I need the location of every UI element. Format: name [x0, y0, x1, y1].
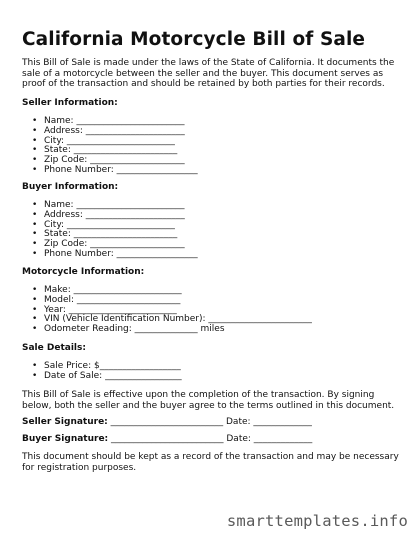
list-item: • City: ________________________ — [22, 137, 198, 147]
list-item: • Odometer Reading: ______________ miles — [22, 325, 312, 335]
list-item: • Zip Code: _____________________ — [22, 240, 198, 250]
seller-list — [22, 117, 198, 176]
list-item: • Phone Number: __________________ — [22, 250, 198, 260]
motorcycle-heading: Motorcycle Information: — [22, 267, 145, 277]
motorcycle-list — [22, 286, 312, 335]
list-item: • Name: ________________________ — [22, 117, 198, 127]
sale-list — [22, 362, 182, 382]
list-item: • State: _______________________ — [22, 146, 198, 156]
list-item: • Model: _______________________ — [22, 296, 312, 306]
sale-heading: Sale Details: — [22, 343, 86, 353]
list-item: • Make: ________________________ — [22, 286, 312, 296]
list-item: • Address: ______________________ — [22, 211, 198, 221]
buyer-signature-blank: _________________________ Date: _____________ — [108, 434, 313, 444]
effective-paragraph: This Bill of Sale is effective upon the completion of the transaction. By signing below, both the seller and the buyer agree to the terms outlined in this document. — [22, 390, 395, 411]
list-item: • City: ________________________ — [22, 221, 198, 231]
list-item: • Sale Price: $__________________ — [22, 362, 182, 372]
watermark-footer: smarttemplates.info — [226, 512, 408, 530]
seller-signature-line — [22, 417, 312, 427]
document-title: California Motorcycle Bill of Sale — [22, 29, 366, 50]
list-item: • State: _______________________ — [22, 230, 198, 240]
list-item: • Phone Number: __________________ — [22, 166, 198, 176]
buyer-signature-line — [22, 434, 312, 444]
list-item: • Name: ________________________ — [22, 201, 198, 211]
seller-signature-blank: _________________________ Date: _____________ — [107, 417, 312, 427]
list-item: • VIN (Vehicle Identification Number): _______________________ — [22, 315, 312, 325]
list-item: • Zip Code: _____________________ — [22, 156, 198, 166]
list-item: • Year: ________________________ — [22, 306, 312, 316]
closing-paragraph: This document should be kept as a record of the transaction and may be necessary for registration purposes. — [22, 452, 399, 473]
buyer-heading: Buyer Information: — [22, 182, 119, 192]
buyer-list — [22, 201, 198, 260]
seller-heading: Seller Information: — [22, 98, 118, 108]
list-item: • Address: ______________________ — [22, 127, 198, 137]
intro-paragraph: This Bill of Sale is made under the laws of the State of California. It documents the sale of a motorcycle between the seller and the buyer. This document serves as proof of the transaction and should be retained by both parties for their records. — [22, 58, 395, 90]
seller-signature-label: Seller Signature: — [22, 417, 108, 427]
buyer-signature-label: Buyer Signature: — [22, 434, 109, 444]
list-item: • Date of Sale: _________________ — [22, 372, 182, 382]
